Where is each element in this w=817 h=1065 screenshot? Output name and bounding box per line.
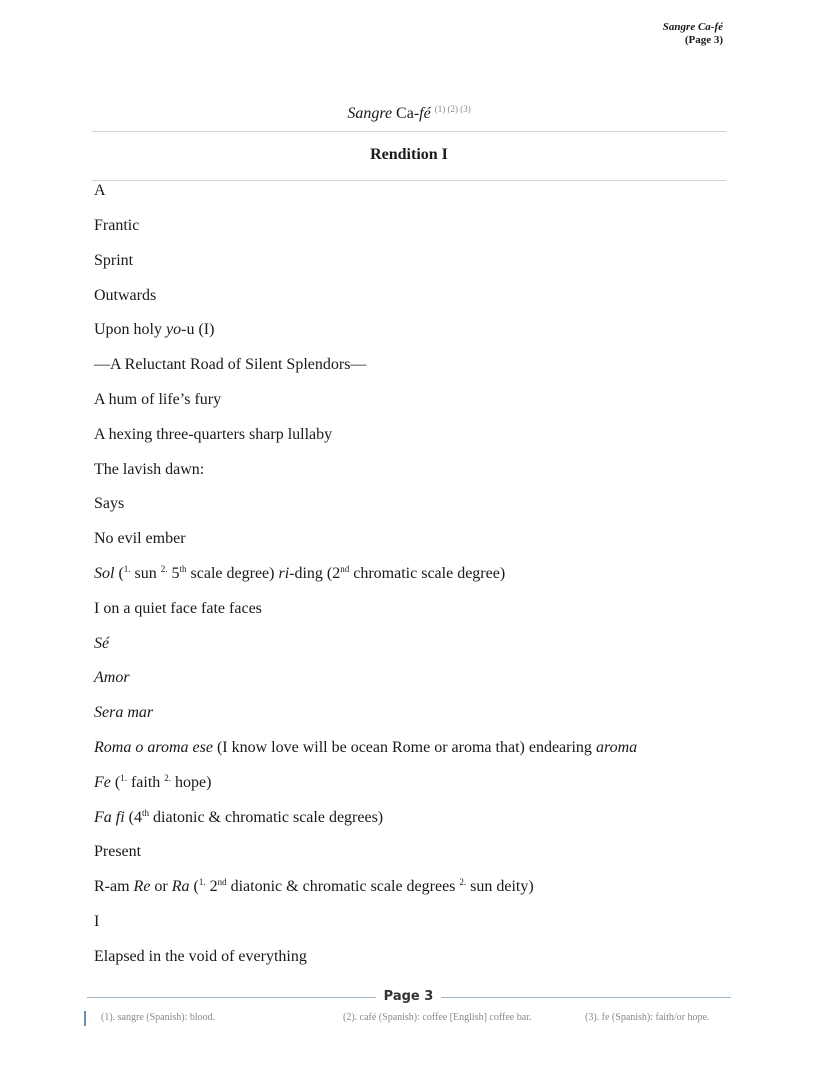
line-superscript: 1. xyxy=(123,564,131,574)
line-text: ( xyxy=(114,565,124,582)
document-title xyxy=(92,104,726,123)
line-superscript: 2. xyxy=(160,564,168,574)
line-text: ( xyxy=(110,774,121,791)
poem-line: Sé xyxy=(94,635,110,652)
line-italic: Sol xyxy=(94,565,115,582)
poem-line: Outwards xyxy=(94,287,157,304)
poem-line: I xyxy=(94,913,100,930)
poem-line xyxy=(94,320,214,340)
line-italic: Ra xyxy=(171,878,190,895)
running-header-title-plain: Sangre Ca- xyxy=(662,21,715,33)
poem-line xyxy=(94,564,505,584)
poem-line: Says xyxy=(94,495,125,512)
line-text: hope) xyxy=(171,774,212,791)
line-superscript: nd xyxy=(340,564,350,574)
footer-divider-left xyxy=(87,997,376,998)
line-superscript: 2. xyxy=(459,877,467,887)
line-text: -ding (2 xyxy=(289,565,341,582)
line-text: ( xyxy=(189,878,199,895)
line-superscript: 2. xyxy=(164,773,172,783)
line-text: 5 xyxy=(167,565,180,582)
line-superscript: th xyxy=(142,808,150,818)
page-number-label: Page 3 xyxy=(383,989,434,1004)
line-text: chromatic scale degree) xyxy=(349,565,506,582)
poem-line: The lavish dawn: xyxy=(94,461,205,478)
poem-line xyxy=(94,738,637,758)
poem-line xyxy=(94,808,383,828)
line-superscript: nd xyxy=(217,877,227,887)
title-ca: Ca- xyxy=(392,105,420,122)
title-divider-bottom xyxy=(92,180,726,181)
poem-line xyxy=(94,877,534,897)
poem-line: A hexing three-quarters sharp lullaby xyxy=(94,426,333,443)
line-text: R-am xyxy=(94,878,134,895)
line-superscript: 1. xyxy=(120,773,127,783)
line-text: sun xyxy=(130,565,161,582)
line-text: (4 xyxy=(124,809,142,826)
poem-line: Sera mar xyxy=(94,704,154,721)
footnote-3: (3). fe (Spanish): faith/or hope. xyxy=(585,1012,710,1023)
line-text: diatonic & chromatic scale degrees xyxy=(226,878,460,895)
line-superscript: 1. xyxy=(198,877,206,887)
line-italic: aroma xyxy=(595,739,638,756)
poem-line: I on a quiet face fate faces xyxy=(94,600,262,617)
poem-line: Present xyxy=(94,843,142,860)
poem-line: Amor xyxy=(94,669,130,686)
section-heading: Rendition I xyxy=(370,146,448,163)
poem-line: Frantic xyxy=(94,217,140,234)
line-text: or xyxy=(150,878,172,895)
footnote-2: (2). café (Spanish): coffee [English] coffee bar. xyxy=(343,1012,532,1023)
poem-line: No evil ember xyxy=(94,530,186,547)
poem-line xyxy=(94,773,211,793)
line-italic: ri xyxy=(278,565,290,582)
poem-line: A xyxy=(94,182,106,199)
poem-line: —A Reluctant Road of Silent Splendors— xyxy=(94,356,367,373)
line-text: sun deity) xyxy=(466,878,534,895)
line-text: faith xyxy=(126,774,165,791)
line-text: -u (I) xyxy=(181,321,215,338)
title-sangre: Sangre xyxy=(347,105,393,122)
line-text: scale degree) xyxy=(186,565,279,582)
poem-line: Sprint xyxy=(94,252,134,269)
footer-divider-right xyxy=(441,997,731,998)
line-text: 2 xyxy=(205,878,218,895)
footnote-bar xyxy=(84,1011,86,1026)
title-divider-top xyxy=(92,131,726,132)
running-header xyxy=(663,21,723,47)
line-italic: yo xyxy=(166,321,182,338)
line-text: diatonic & chromatic scale degrees) xyxy=(149,809,384,826)
running-header-page: (Page 3) xyxy=(684,34,723,46)
running-header-title-italic: fé xyxy=(714,21,723,33)
line-italic: Fe xyxy=(94,774,111,791)
line-italic: Re xyxy=(133,878,151,895)
title-footnote-refs: (1) (2) (3) xyxy=(434,104,471,114)
line-italic: Fa fi xyxy=(94,809,125,826)
line-italic: Roma o aroma ese xyxy=(94,739,213,756)
poem-line: Elapsed in the void of everything xyxy=(94,948,307,965)
line-text: Upon holy xyxy=(94,321,166,338)
title-fe: fé xyxy=(419,105,431,122)
poem-line: A hum of life’s fury xyxy=(94,391,222,408)
footnote-1: (1). sangre (Spanish): blood. xyxy=(101,1012,216,1023)
line-text: (I know love will be ocean Rome or aroma that) endearing xyxy=(212,739,596,756)
running-header-title xyxy=(663,21,723,34)
line-superscript: th xyxy=(179,564,187,574)
